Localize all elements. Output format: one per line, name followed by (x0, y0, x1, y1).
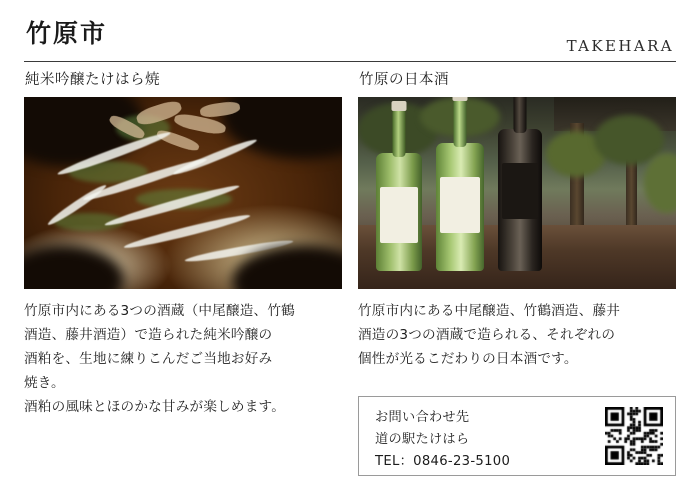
left-body-line: 焼き。 (24, 375, 65, 391)
page-title: 竹原市 (26, 19, 108, 48)
right-column-heading: 竹原の日本酒 (359, 72, 449, 88)
sake-bottle-1 (376, 153, 422, 271)
left-body-line: 酒粕の風味とほのかな甘みが楽しめます。 (24, 399, 285, 415)
right-column (358, 70, 676, 371)
right-body-line: 個性が光るこだわりの日本酒です。 (358, 351, 578, 367)
left-body-line: 酒粕を、生地に練りこんだご当地お好み (24, 351, 273, 367)
contact-line: 道の駅たけはら (375, 432, 470, 447)
contact-line: お問い合わせ先 (375, 410, 470, 425)
right-body-line: 酒造の3つの酒蔵で造られる、それぞれの (358, 327, 616, 343)
qr-code-icon[interactable] (605, 407, 663, 465)
contact-line-phone: TEL：0846-23-5100 (375, 454, 511, 469)
left-column-heading: 純米吟醸たけはら焼 (25, 72, 160, 88)
sake-bottle-2 (436, 143, 484, 271)
page-title-romaji: TAKEHARA (566, 37, 674, 55)
left-column-body (24, 299, 342, 419)
left-body-line: 竹原市内にある3つの酒蔵（中尾醸造、竹鶴 (24, 303, 295, 319)
left-column (24, 70, 342, 419)
contact-box (358, 396, 676, 476)
right-column-body (358, 299, 676, 371)
sake-bottle-3 (498, 129, 542, 271)
contact-text (375, 407, 510, 473)
sake-bottles-photo (358, 97, 676, 289)
left-body-line: 酒造、藤井酒造）で造られた純米吟醸の (24, 327, 273, 343)
page-header (24, 18, 676, 62)
okonomiyaki-photo (24, 97, 342, 289)
right-body-line: 竹原市内にある中尾醸造、竹鶴酒造、藤井 (358, 303, 621, 319)
